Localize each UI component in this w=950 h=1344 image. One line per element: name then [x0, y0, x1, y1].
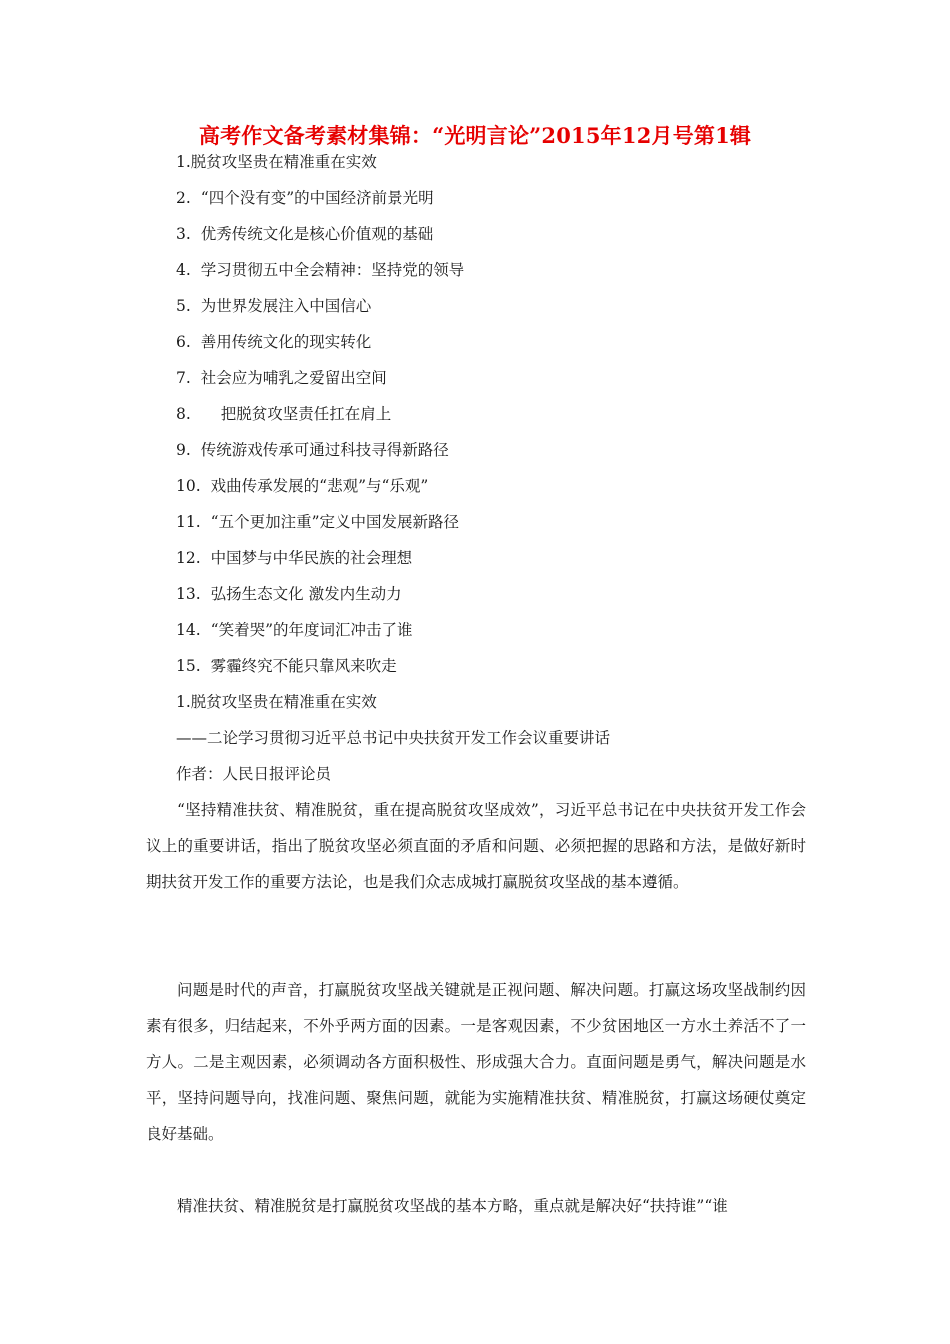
section-subheading: ——二论学习贯彻习近平总书记中央扶贫开发工作会议重要讲话 [176, 729, 611, 747]
toc-item-text: 把脱贫攻坚责任扛在肩上 [220, 405, 392, 423]
toc-item [176, 474, 464, 510]
toc-item-number: 8. [176, 405, 191, 423]
toc-item [176, 582, 464, 618]
toc-item [176, 510, 464, 546]
toc-item-text: 学习贯彻五中全会精神：坚持党的领导 [200, 261, 465, 279]
table-of-contents [176, 150, 464, 690]
toc-item-text: 戏曲传承发展的“悲观”与“乐观” [210, 477, 429, 495]
toc-item-text: 优秀传统文化是核心价值观的基础 [200, 225, 434, 243]
toc-item-number: 7. [176, 369, 191, 387]
toc-item-text: 弘扬生态文化 激发内生动力 [210, 585, 402, 603]
toc-item [176, 258, 464, 294]
toc-item-text: 雾霾终究不能只靠风来吹走 [210, 657, 397, 675]
toc-item [176, 186, 464, 222]
toc-item-text: “四个没有变”的中国经济前景光明 [200, 189, 434, 207]
toc-item-number: 9. [176, 441, 191, 459]
toc-item-text: “五个更加注重”定义中国发展新路径 [210, 513, 460, 531]
toc-item-text: 中国梦与中华民族的社会理想 [210, 549, 413, 567]
toc-item-text: 善用传统文化的现实转化 [200, 333, 372, 351]
document-title: 高考作文备考素材集锦：“光明言论”2015年12月号第1辑 [198, 123, 752, 148]
toc-item-number: 6. [176, 333, 191, 351]
toc-item-number: 12. [176, 549, 201, 567]
toc-item-number: 14. [176, 621, 201, 639]
toc-item [176, 402, 464, 438]
toc-item-number: 5. [176, 297, 191, 315]
toc-item [176, 546, 464, 582]
toc-item-number: 11. [176, 513, 201, 531]
toc-item [176, 150, 464, 186]
section-heading: 1.脱贫攻坚贵在精准重在实效 [176, 693, 377, 711]
section-author: 作者：人民日报评论员 [176, 765, 332, 783]
toc-item-text: 社会应为哺乳之爱留出空间 [200, 369, 387, 387]
toc-item-text: “笑着哭”的年度词汇冲击了谁 [210, 621, 413, 639]
toc-item [176, 330, 464, 366]
body-paragraph: 问题是时代的声音，打赢脱贫攻坚战关键就是正视问题、解决问题。打赢这场攻坚战制约因素有很多，归结起来，不外乎两方面的因素。一是客观因素，不少贫困地区一方水土养活不了一方人。二是主观因素，必须调动各方面积极性、形成强大合力。直面问题是勇气，解决问题是水平，坚持问题导向，找准问题、聚焦问题，就能为实施精准扶贫、精准脱贫，打赢这场硬仗奠定良好基础。 [146, 981, 806, 1143]
toc-item [176, 294, 464, 330]
toc-item-number: 3. [176, 225, 191, 243]
toc-item-number: 2. [176, 189, 191, 207]
body-paragraph: “坚持精准扶贫、精准脱贫，重在提高脱贫攻坚成效”，习近平总书记在中央扶贫开发工作会议上的重要讲话，指出了脱贫攻坚必须直面的矛盾和问题、必须把握的思路和方法，是做好新时期扶贫开发工作的重要方法论，也是我们众志成城打赢脱贫攻坚战的基本遵循。 [146, 801, 806, 891]
toc-item-number: 13. [176, 585, 201, 603]
toc-item-number: 1. [176, 153, 191, 171]
toc-item-number: 10. [176, 477, 201, 495]
toc-item-text: 传统游戏传承可通过科技寻得新路径 [200, 441, 449, 459]
toc-item [176, 618, 464, 654]
toc-item-number: 4. [176, 261, 191, 279]
toc-item [176, 654, 464, 690]
toc-item-number: 15. [176, 657, 201, 675]
toc-item-text: 为世界发展注入中国信心 [200, 297, 372, 315]
toc-item [176, 222, 464, 258]
body-paragraph: 精准扶贫、精准脱贫是打赢脱贫攻坚战的基本方略，重点就是解决好“扶持谁”“谁 [177, 1197, 728, 1215]
toc-item [176, 438, 464, 474]
toc-item-text: 脱贫攻坚贵在精准重在实效 [190, 153, 377, 171]
toc-item [176, 366, 464, 402]
